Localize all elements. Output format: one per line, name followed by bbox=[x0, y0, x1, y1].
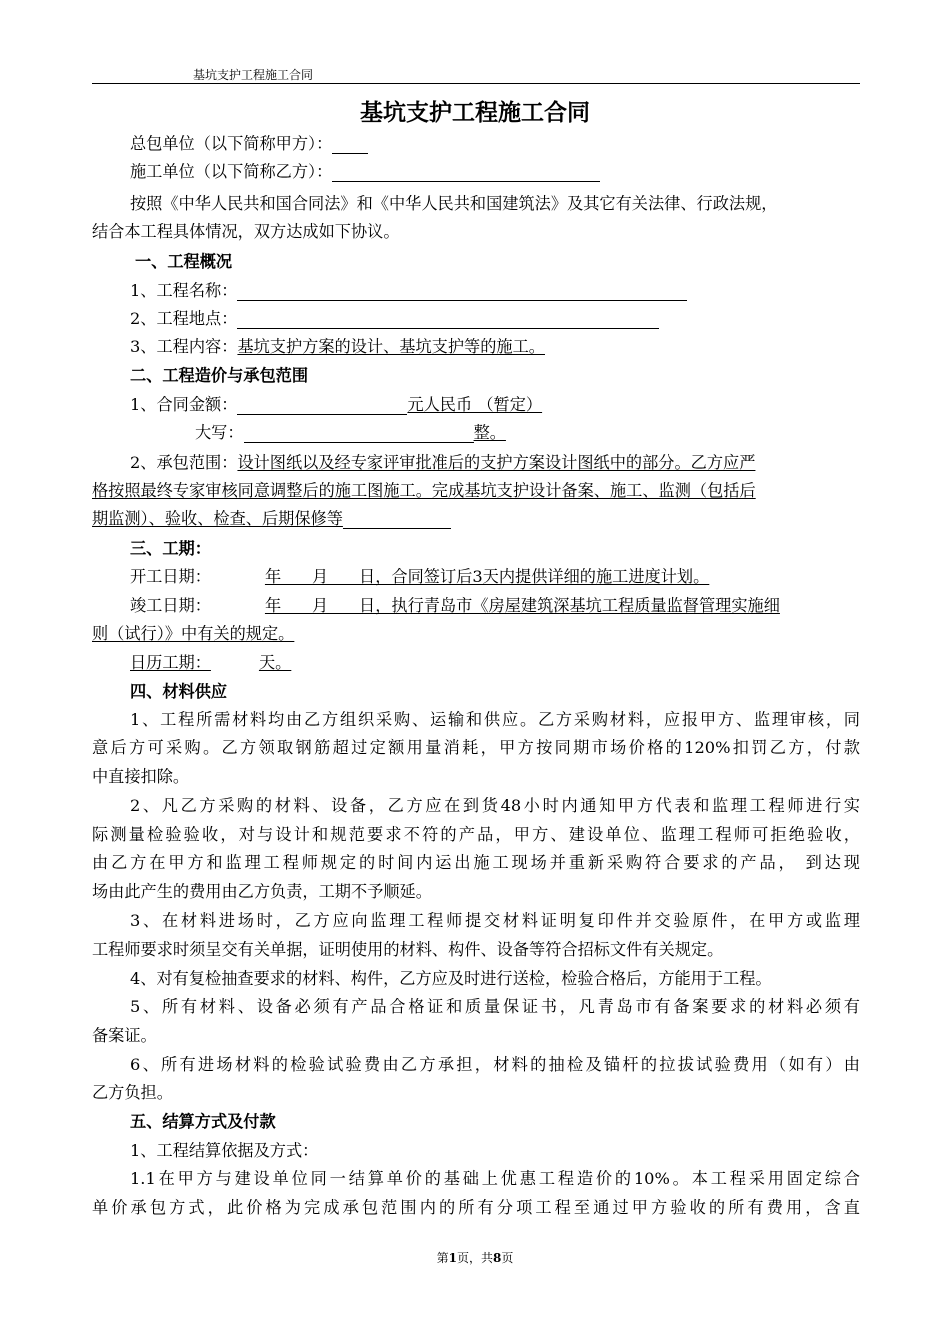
footer-mid: 页，共 bbox=[456, 1251, 493, 1265]
party-a-blank[interactable] bbox=[332, 137, 368, 154]
materials-p3-line-2: 工程师要求时须呈交有关单据，证明使用的材料、构件、设备等符合招标文件有关规定。 bbox=[92, 940, 724, 959]
project-name-label: 1、工程名称： bbox=[130, 281, 238, 300]
project-site-line bbox=[130, 309, 860, 329]
settlement-1-line: 1、工程结算依据及方式： bbox=[130, 1141, 319, 1160]
start-date-label: 开工日期： bbox=[130, 567, 211, 586]
materials-p5-line-2: 备案证。 bbox=[92, 1026, 157, 1045]
start-date-value[interactable]: 年 月 日，合同签订后3天内提供详细的施工进度计划。 bbox=[264, 567, 710, 586]
party-a-label: 总包单位（以下简称甲方）： bbox=[130, 134, 333, 153]
materials-p2-line-3: 由乙方在甲方和监理工程师规定的时间内运出施工现场并重新采购符合要求的产品， 到达现 bbox=[92, 853, 860, 872]
settlement-11-line-2: 单价承包方式，此价格为完成承包范围内的所有分项工程至通过甲方验收的所有费用，含直 bbox=[92, 1198, 860, 1217]
contract-amount-unit: 元人民币 （暂定） bbox=[407, 395, 543, 414]
end-date-value[interactable]: 年 月 日，执行青岛市《房屋建筑深基坑工程质量监督管理实施细 bbox=[264, 596, 780, 615]
project-name-blank[interactable] bbox=[237, 284, 687, 301]
end-date-label: 竣工日期： bbox=[130, 596, 211, 615]
calendar-days-value[interactable]: 天。 bbox=[258, 653, 292, 672]
project-name-line bbox=[130, 281, 860, 301]
page-footer bbox=[0, 1249, 950, 1266]
materials-p2-line-1: 2、凡乙方采购的材料、设备，乙方应在到货48小时内通知甲方代表和监理工程师进行实 bbox=[130, 796, 860, 815]
scope-text-1: 设计图纸以及经专家评审批准后的支护方案设计图纸中的部分。乙方应严 bbox=[237, 453, 756, 472]
materials-p2-line-2: 际测量检验验收，对与设计和规范要求不符的产品，甲方、建设单位、监理工程师可拒绝验收， bbox=[92, 825, 860, 844]
scope-line-3 bbox=[92, 509, 860, 529]
party-b-blank[interactable] bbox=[332, 165, 600, 182]
footer-total-pages: 8 bbox=[493, 1251, 502, 1265]
materials-p6-line-2: 乙方负担。 bbox=[92, 1083, 173, 1102]
materials-p1-line-1: 1、工程所需材料均由乙方组织采购、运输和供应。乙方采购材料，应报甲方、监理审核，同 bbox=[130, 710, 860, 729]
intro-line-1: 按照《中华人民共和国合同法》和《中华人民共和国建筑法》及其它有关法律、行政法规， bbox=[130, 194, 778, 213]
footer-suffix: 页 bbox=[501, 1251, 514, 1265]
section-3-heading: 三、工期： bbox=[130, 539, 211, 558]
scope-line-1 bbox=[130, 453, 860, 473]
header-rule bbox=[92, 83, 860, 84]
end-date-line-2: 则（试行）》中有关的规定。 bbox=[92, 624, 295, 643]
footer-prefix: 第 bbox=[436, 1251, 449, 1265]
footer-page-number: 1 bbox=[448, 1251, 457, 1265]
materials-p3-line-1: 3、在材料进场时，乙方应向监理工程师提交材料证明复印件并交验原件，在甲方或监理 bbox=[130, 911, 860, 930]
materials-p5-line-1: 5、所有材料、设备必须有产品合格证和质量保证书，凡青岛市有备案要求的材料必须有 bbox=[130, 997, 860, 1016]
materials-p6-line-1: 6、所有进场材料的检验试验费由乙方承担，材料的抽检及锚杆的拉拔试验费用（如有）由 bbox=[130, 1055, 860, 1074]
contract-amount-label: 1、合同金额： bbox=[130, 395, 238, 414]
project-content-value: 基坑支护方案的设计、基坑支护等的施工。 bbox=[237, 337, 545, 356]
scope-tail-blank bbox=[343, 512, 451, 529]
contract-amount-blank[interactable] bbox=[237, 398, 407, 415]
party-b-label: 施工单位（以下简称乙方）： bbox=[130, 162, 333, 181]
amount-in-words-line bbox=[195, 423, 950, 443]
scope-text-3: 期监测）、验收、检查、后期保修等 bbox=[92, 509, 343, 528]
amount-in-words-label: 大写： bbox=[195, 423, 244, 442]
calendar-days-line bbox=[130, 653, 860, 673]
party-b-line bbox=[130, 162, 860, 182]
project-site-blank[interactable] bbox=[237, 312, 659, 329]
end-date-line-1 bbox=[130, 596, 860, 616]
section-2-heading: 二、工程造价与承包范围 bbox=[130, 366, 309, 385]
materials-p1-line-2: 意后方可采购。乙方领取钢筋超过定额用量消耗，甲方按同期市场价格的120%扣罚乙方，付款 bbox=[92, 738, 860, 757]
materials-p4-line: 4、对有复检抽查要求的材料、构件，乙方应及时进行送检，检验合格后，方能用于工程。 bbox=[130, 969, 772, 988]
contract-amount-line bbox=[130, 395, 860, 415]
materials-p2-line-4: 场由此产生的费用由乙方负责，工期不予顺延。 bbox=[92, 882, 432, 901]
settlement-11-line-1: 1.1在甲方与建设单位同一结算单价的基础上优惠工程造价的10%。本工程采用固定综合 bbox=[130, 1169, 860, 1188]
section-1-heading: 一、工程概况 bbox=[135, 252, 233, 271]
calendar-days-label: 日历工期： bbox=[130, 653, 211, 672]
start-date-line bbox=[130, 567, 860, 587]
scope-line-2: 格按照最终专家审核同意调整后的施工图施工。完成基坑支护设计备案、施工、监测（包括后 bbox=[92, 481, 756, 500]
amount-in-words-blank[interactable] bbox=[244, 426, 474, 443]
section-5-heading: 五、结算方式及付款 bbox=[130, 1112, 276, 1131]
project-site-label: 2、工程地点： bbox=[130, 309, 238, 328]
amount-in-words-unit: 整。 bbox=[473, 423, 506, 442]
scope-label: 2、承包范围： bbox=[130, 453, 238, 472]
intro-line-2: 结合本工程具体情况，双方达成如下协议。 bbox=[92, 222, 400, 241]
project-content-label: 3、工程内容： bbox=[130, 337, 238, 356]
document-title: 基坑支护工程施工合同 bbox=[360, 100, 590, 126]
party-a-line bbox=[130, 134, 860, 154]
project-content-line bbox=[130, 337, 860, 357]
materials-p1-line-3: 中直接扣除。 bbox=[92, 767, 190, 786]
running-header: 基坑支护工程施工合同 bbox=[193, 68, 314, 82]
section-4-heading: 四、材料供应 bbox=[130, 682, 228, 701]
